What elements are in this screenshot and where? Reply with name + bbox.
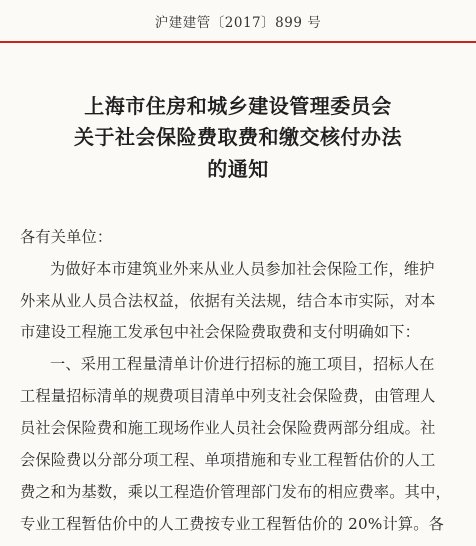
body-line: 专业工程暂估价中的人工费按专业工程暂估价的 20%计算。各 xyxy=(20,515,445,533)
body-line: 一、采用工程量清单计价进行招标的施工项目，招标人在 xyxy=(50,355,435,373)
title-line-3: 的通知 xyxy=(207,157,269,181)
document-number: 沪建建管〔2017〕899 号 xyxy=(154,15,322,31)
body-line: 费之和为基数，乘以工程造价管理部门发布的相应费率。其中， xyxy=(20,483,451,501)
body-line: 员社会保险费和施工现场作业人员社会保险费两部分组成。社 xyxy=(20,419,436,437)
red-header-rule xyxy=(0,41,476,43)
title-line-1: 上海市住房和城乡建设管理委员会 xyxy=(84,94,392,118)
body-line: 外来从业人员合法权益，依据有关法规，结合本市实际，对本 xyxy=(20,292,436,310)
body-line: 为做好本市建筑业外来从业人员参加社会保险工作，维护 xyxy=(50,260,435,278)
body-line: 会保险费以分部分项工程、单项措施和专业工程暂估价的人工 xyxy=(20,451,436,469)
body-line: 工程量招标清单的规费项目清单中列支社会保险费，由管理人 xyxy=(20,387,436,405)
body-line: 市建设工程施工发承包中社会保险费取费和支付明确如下： xyxy=(20,323,421,341)
salutation: 各有关单位： xyxy=(20,228,113,246)
title-line-2: 关于社会保险费取费和缴交核付办法 xyxy=(74,125,402,149)
